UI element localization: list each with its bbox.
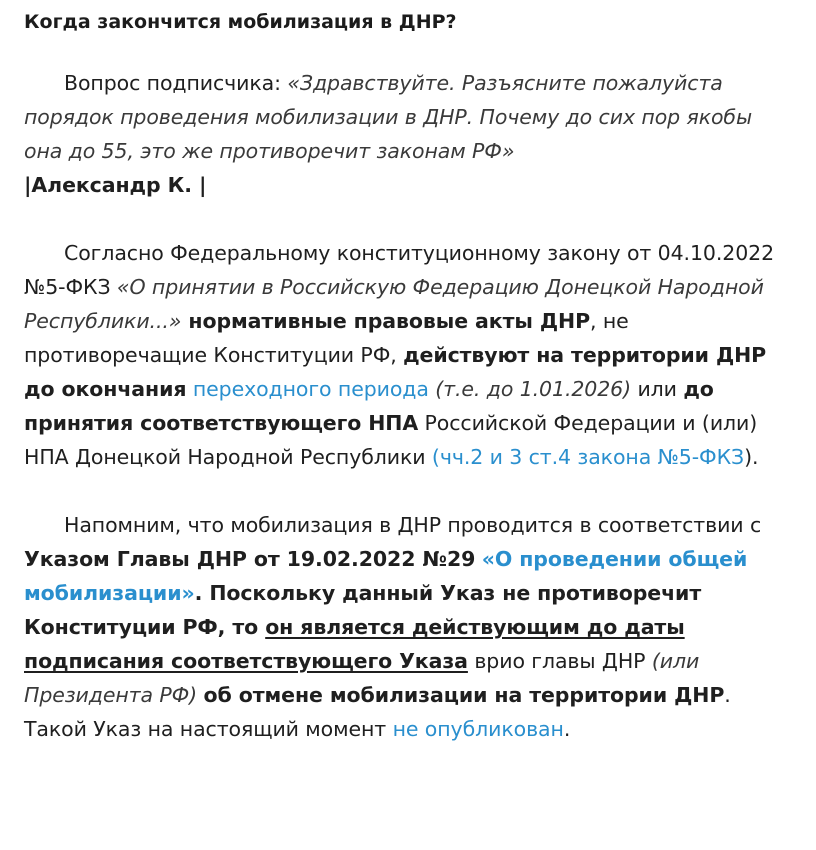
- reminder-underlined: он является действующим до даты подписания соответствующего Указа: [24, 615, 685, 673]
- reminder-bold-1: . Поскольку данный Указ не противоречит Конституции РФ, то: [24, 581, 702, 639]
- question-author: |Александр К. |: [24, 173, 207, 197]
- reminder-paragraph: [24, 508, 796, 746]
- answer-text-2: , не противоречащие Конституции РФ,: [24, 309, 629, 367]
- reminder-bold-2: об отмене мобилизации на территории ДНР: [203, 683, 725, 707]
- reminder-text-4: .: [563, 717, 571, 741]
- answer-bold-1: нормативные правовые акты ДНР: [181, 309, 590, 333]
- not-published-link[interactable]: не опубликован: [392, 717, 564, 741]
- reminder-text-2: врио главы ДНР: [467, 649, 652, 673]
- answer-bold-3: до принятия соответствующего НПА: [24, 377, 714, 435]
- answer-text-4: Российской Федерации и (или) НПА Донецкой Народной Республики: [24, 411, 758, 469]
- answer-text-1: Согласно Федеральному конституционному закону от 04.10.2022 №5-ФКЗ: [24, 241, 775, 299]
- answer-date-note: (т.е. до 1.01.2026): [428, 377, 632, 401]
- reminder-text-3: . Такой Указ на настоящий момент: [24, 683, 731, 741]
- reminder-text-1: Напомним, что мобилизация в ДНР проводится в соответствии с: [64, 513, 762, 537]
- answer-text-3: или: [631, 377, 684, 401]
- law-title: «О принятии в Российскую Федерацию Донецкой Народной Республики...»: [24, 275, 764, 333]
- law-article-link[interactable]: (чч.2 и 3 ст.4 закона №5-ФКЗ: [431, 445, 745, 469]
- question-paragraph: [24, 66, 796, 202]
- question-prefix: Вопрос подписчика:: [64, 71, 288, 95]
- decree-title-link[interactable]: «О проведении общей мобилизации»: [24, 547, 748, 605]
- reminder-italic-note: (или Президента РФ): [24, 649, 700, 707]
- post-title: Когда закончится мобилизация в ДНР?: [24, 11, 457, 33]
- answer-bold-2: действуют на территории ДНР до окончания: [24, 343, 767, 401]
- decree-reference: Указом Главы ДНР от 19.02.2022 №29: [24, 547, 476, 571]
- transition-period-link[interactable]: переходного периода: [192, 377, 429, 401]
- question-quote: «Здравствуйте. Разъясните пожалуйста порядок проведения мобилизации в ДНР. Почему до сих пор якобы она до 55, это же противоречит законам РФ»: [24, 71, 753, 163]
- answer-text-5: ).: [744, 445, 759, 469]
- answer-paragraph: [24, 236, 796, 474]
